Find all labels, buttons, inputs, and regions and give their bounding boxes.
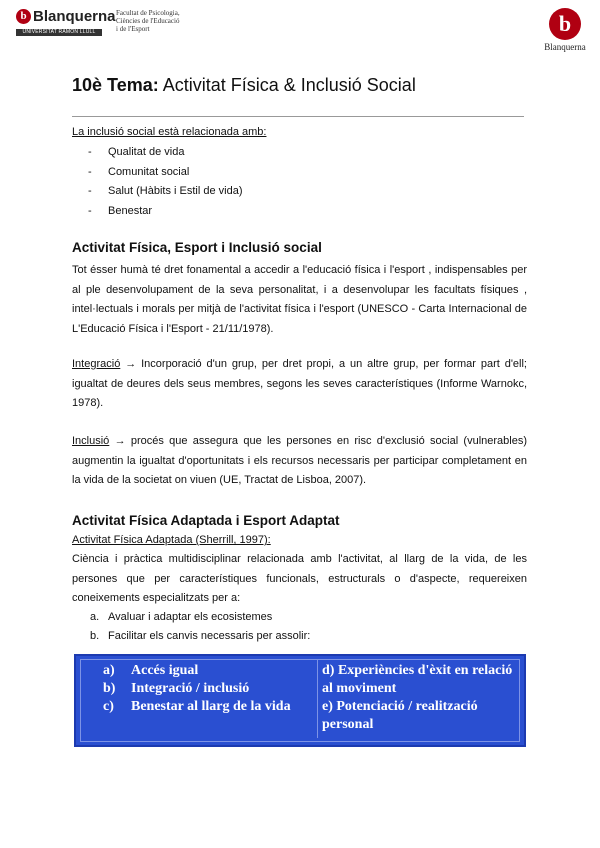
list-item: - Benestar — [88, 204, 153, 217]
integracio-paragraph — [72, 355, 527, 414]
divider — [72, 116, 524, 117]
faculty-line: Facultat de Psicologia, — [116, 9, 180, 17]
logo-name: Blanquerna — [544, 42, 586, 52]
section-heading: Activitat Física Adaptada i Esport Adaptat — [72, 513, 340, 528]
objective-item: b) Integració / inclusió — [103, 681, 250, 696]
integracio-term: Integració — [72, 358, 121, 370]
alpha-list — [90, 608, 310, 645]
faculty-line: i de l'Esport — [116, 25, 150, 33]
section2-paragraph: Ciència i pràctica multidisciplinar relacionada amb l'activitat, al llarg de la vida, de les persones que per característiques funcionals, estructurals o d'aspecte, requereixen coneixements especialitzats per a: — [72, 553, 527, 604]
inclusio-text: → procés que assegura que les persones en risc d'exclusió social (vulnerables) augmentin la igualtat d'oportunitats i els recursos necessaris per participar completament en la vida de la societat on viuen (UE, Tractat de Lisboa, 2007). — [72, 435, 527, 486]
objective-item: a) Accés igual — [103, 663, 199, 678]
list-item: b. Facilitar els canvis necessaris per assolir: — [90, 629, 311, 642]
logo-bar: UNIVERSITAT RAMON LLULL — [16, 29, 102, 36]
list-item: a. Avaluar i adaptar els ecosistemes — [90, 611, 273, 623]
section2-subheading: Activitat Física Adaptada (Sherrill, 1997): — [72, 534, 271, 546]
blanquerna-logo-right — [543, 8, 587, 52]
objective-item: c) Benestar al llarg de la vida — [103, 699, 291, 714]
list-item: - Comunitat social — [88, 165, 190, 178]
inclusio-term: Inclusió — [72, 435, 110, 447]
integracio-text: → Incorporació d'un grup, per dret propi, a un altre grup, per formar part d'ell; igualtat de deures dels seus membres, segons les seves característiques (Informe Warnokc, 1978). — [72, 358, 527, 409]
logo-word: Blanquerna — [33, 8, 116, 26]
objective-item: d) Experiències d'èxit en relació al moviment — [322, 663, 513, 696]
objective-item: e) Potenciació / realització personal — [322, 699, 478, 732]
faculty-line: Ciències de l'Educació — [116, 17, 180, 25]
title-rest: Activitat Física & Inclusió Social — [158, 75, 416, 95]
objectives-left-column — [103, 662, 313, 716]
inclusio-paragraph — [72, 432, 527, 491]
blanquerna-b-icon: b — [16, 9, 31, 24]
faculty-name — [116, 9, 196, 33]
page-title — [72, 75, 416, 96]
section1-paragraph: Tot ésser humà té dret fonamental a accedir a l'educació física i l'esport , indispensables per al ple desenvolupament de la seva personalitat, i a desenvolupar les facultats físiques , intel·lectuals i morals per mitjà de l'activitat física i l'esport (UNESCO - Carta Internacional de L'Educació Física i l'Esport - 21/11/1978). — [72, 264, 527, 335]
objectives-box — [74, 654, 526, 747]
objectives-right-column — [317, 660, 522, 738]
list-item: - Qualitat de vida — [88, 146, 185, 158]
title-bold: 10è Tema: — [72, 75, 159, 95]
objectives-table — [80, 659, 520, 742]
intro-list — [88, 143, 243, 221]
intro-heading: La inclusió social està relacionada amb: — [72, 126, 267, 138]
section-heading: Activitat Física, Esport i Inclusió social — [72, 240, 322, 255]
blanquerna-b-icon: b — [549, 8, 581, 40]
list-item: - Salut (Hàbits i Estil de vida) — [88, 185, 243, 197]
